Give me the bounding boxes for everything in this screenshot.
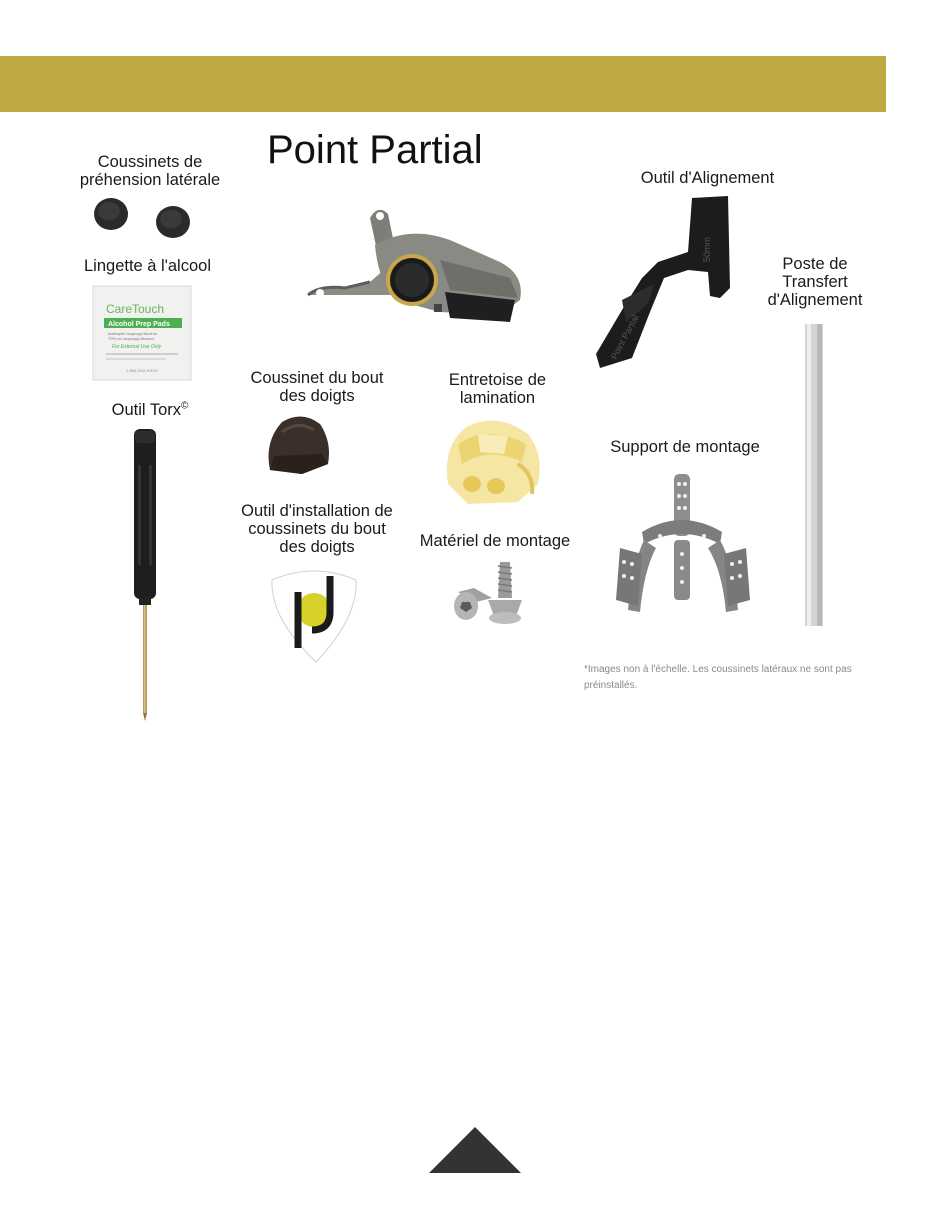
lamination-spacer-image (438, 414, 548, 509)
label-lamination-spacer: Entretoise de lamination (448, 371, 547, 407)
torx-screwdriver-image (122, 425, 172, 725)
header-banner (0, 56, 886, 112)
wipe-band: Alcohol Prep Pads (108, 321, 170, 328)
label-fingertip-tool: Outil d'installation de coussinets du bout des doigts (241, 502, 393, 556)
alignment-tool-size: 50mm (702, 236, 712, 262)
mounting-support-image (612, 470, 752, 620)
label-torx-tool: Outil Torx© (111, 400, 189, 419)
alignment-tool-name: Point Partial (608, 313, 641, 361)
point-partial-device-image (300, 200, 530, 330)
label-lateral-pads: Coussinets de préhension latérale (79, 153, 221, 189)
wipe-line2: 70% v/v Isopropyl Alcohol (108, 336, 154, 341)
pick-tool-image (268, 566, 360, 666)
label-alignment-tool: Outil d'Alignement (640, 169, 775, 187)
label-fingertip-pad: Coussinet du bout des doigts (250, 369, 384, 405)
wipe-brand: CareTouch (106, 302, 165, 316)
lateral-pads-image (88, 195, 198, 243)
label-alcohol-wipe: Lingette à l'alcool (84, 257, 211, 275)
alcohol-wipe-image (92, 285, 192, 381)
label-alignment-transfer: Poste de Transfert d'Alignement (767, 255, 863, 309)
transfer-post-image (803, 322, 827, 630)
page-title: Point Partial (267, 128, 483, 172)
mounting-screws-image (452, 558, 524, 628)
wipe-line1: Antiseptic Isopropyl Alcohol (108, 331, 157, 336)
label-mounting-support: Support de montage (610, 438, 760, 456)
nav-up-arrow-icon[interactable] (428, 1126, 522, 1174)
label-mounting-hardware: Matériel de montage (419, 532, 571, 550)
wipe-warning: For External Use Only (112, 344, 162, 350)
footnote: *Images non à l'échelle. Les coussinets latéraux ne sont pas préinstallés. (584, 664, 852, 691)
wipe-footer: 1-800-XXX-XXXX (126, 368, 158, 373)
fingertip-pad-image (262, 412, 337, 482)
alignment-tool-image (592, 192, 737, 372)
